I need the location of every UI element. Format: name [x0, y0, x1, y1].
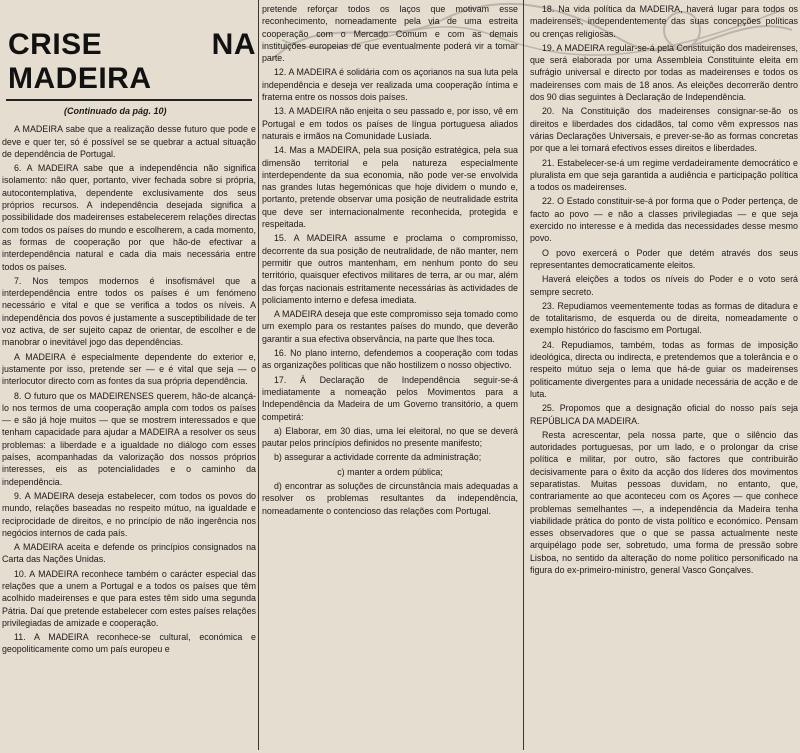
paragraph: c) manter a ordem pública;: [337, 466, 443, 477]
column-left: [2, 0, 256, 750]
continued-note: (Continuado da pág. 10): [64, 106, 167, 116]
headline: CRISE NA MADEIRA: [8, 28, 256, 95]
paragraph: O povo exercerá o Poder que detém através dos seus representantes democraticamente eleitos.: [530, 247, 798, 270]
paragraph: a) Elaborar, em 30 dias, uma lei eleitoral, no que se deverá pautar pelos princípios definidos no presente manifesto;: [262, 425, 518, 449]
column-divider: [523, 0, 524, 750]
paragraph: pretende reforçar todos os laços que motivam esse reconhecimento, nomeadamente pela via de uma estreita cooperação com o Mercado Comum e com as demais instituições europeias de que eventualmente poderá vir a tomar parte.: [262, 4, 518, 64]
paragraph: 20. Na Constituição dos madeirenses consignar-se-ão os direitos e liberdades dos cidadãos, tal como vêm expressos nas várias Declarações Universais, e prever-se-ão as formas concretas por que a lei tornará efectivos esses direitos e liberdades.: [530, 106, 798, 154]
paragraph: 19. A MADEIRA regular-se-á pela Constituição dos madeirenses, que será elaborada por uma Assembleia Constituinte eleita em sufrágio universal e directo por todas as madeirenses e todos os madeirenses com mais de 18 anos. As eleições decorrerão dentro dos 90 dias seguintes à Declaração de Independência.: [530, 42, 798, 103]
paragraph: 25. Propomos que a designação oficial do nosso país seja REPÚBLICA DA MADEIRA.: [530, 403, 798, 426]
paragraph: 8. O futuro que os MADEIRENSES querem, hão-de alcançá-lo nos termos de uma cooperação ampla com todos os países — e são já hoje muitos — que se mostrem interessados e que tenham capacidade para ajudar a MADEIRA a resolver os seus problemas: a liberdade e a igualdade no diálogo com esses países, acompanhadas da valorização dos nossos próprios interesses, eis as potencialidades e o caminho da independência.: [2, 390, 256, 487]
paragraph: 13. A MADEIRA não enjeita o seu passado e, por isso, vê em Portugal e em todos os países de língua portuguesa aliados naturais e irmãos na Comunidade Lusíada.: [262, 106, 518, 141]
paragraph: 23. Repudiamos veementemente todas as formas de ditadura e de totalitarismo, de esquerda ou de direita, nomeadamente o exemplo histórico do fascismo em Portugal.: [530, 300, 798, 336]
paragraph: 10. A MADEIRA reconhece também o carácter especial das relações que a unem a Portugal e a todos os países que têm acolhido madeirenses e que para estes têm sido uma segunda Pátria. Daí que pretende estabelecer com estes países relações privilegiadas de amizade e cooperação.: [2, 568, 256, 628]
paragraph: A MADEIRA deseja que este compromisso seja tomado como um exemplo para os restantes países do mundo, que deverão garantir a sua efectiva observância, na parte que lhes toca.: [262, 309, 518, 344]
column-right: [530, 3, 798, 753]
column-divider: [258, 0, 259, 750]
paragraph: Resta acrescentar, pela nossa parte, que o silêncio das autoridades portuguesas, por um lado, e o prolongar da crise política e militar, por outro, são factores que contribuirão decisivamente para o êxito da acção dos líderes dos movimentos separatistas. Muitas pessoas duvidam, no entanto, que, contrariamente ao que aconteceu com os Açores — que conhece problemas semelhantes —, a independência da Madeira tenha viabilidade prática do ponto de vista político e económico. Pensam esses observadores que o que se passa actualmente neste arquipélago pode ser, sobretudo, uma forma de pressão sobre Lisboa, no sentido da alteração do nome político personificado na figura do ex-primeiro-ministro, general Vasco Gonçalves.: [530, 429, 798, 576]
paragraph: 22. O Estado constituir-se-á por forma que o Poder pertença, de facto ao povo — e não a classes privilegiadas — e que seja exercido no interesse e à medida das necessidades desse mesmo povo.: [530, 196, 798, 244]
paragraph: A MADEIRA sabe que a realização desse futuro que pode e deve e quer ter, só é possível se se quebrar a actual situação de dependência de Portugal.: [2, 124, 256, 159]
paragraph: 16. No plano interno, defendemos a cooperação com todas as organizações políticas que não hostilizem o nosso objectivo.: [262, 348, 518, 371]
paragraph: 6. A MADEIRA sabe que a independência não significa isolamento: não quer, portanto, viver fechada sobre si própria, autocontemplativa, dependente exclusivamente dos seus próprios recursos. A independência desejada significa a possibilidade dos madeirenses estabelecerem relações directas com todos os países do mundo e escolherem, a cada momento, as formas de cooperação por que hão-de efectivar a interdependência natural e cada dia mais necessária entre todos os países.: [2, 163, 256, 272]
headline-rule: [6, 99, 252, 101]
paragraph: 18. Na vida política da MADEIRA, haverá lugar para todos os madeirenses, independentemente das suas concepções políticas ou crenças religiosas.: [530, 4, 798, 39]
paragraph: 9. A MADEIRA deseja estabelecer, com todos os povos do mundo, relações baseadas no respeito mútuo, na igualdade e reciprocidade de direitos, e no princípio de não ingerência nos negócios internos de cada país.: [2, 490, 256, 538]
paragraph: 21. Estabelecer-se-á um regime verdadeiramente democrático e pluralista em que seja garantida a audiência e participação política a todos os madeirenses.: [530, 157, 798, 193]
paragraph: b) assegurar a actividade corrente da administração;: [274, 452, 482, 463]
paragraph: d) encontrar as soluções de circunstância mais adequadas a resolver os problemas resultantes da independência, nomeadamente o contencioso das relações com Portugal.: [262, 480, 518, 516]
paragraph: 7. Nos tempos modernos é insofismável que a interdependência entre todos os países é um fenómeno necessário e vital e que se verifica a todos os níveis. A independência dos povos é justamente a susceptibilidade de ter voz activa, de ser sujeito capaz de orientar, de escolher e de manobrar o inevitável jogo das dependências.: [2, 275, 256, 348]
paragraph: 24. Repudiamos, também, todas as formas de imposição ideológica, directa ou indirecta, e pretendemos que a tolerância e o respeito mútuo seja o lema que há-de guiar os madeirenses politicamente divergentes para a unidade necessária de acção e de luta.: [530, 339, 798, 399]
paragraph: 14. Mas a MADEIRA, pela sua posição estratégica, pela sua dimensão territorial e pela natureza especialmente interdependente da sua economia, não pode ver-se envolvida nas grandes lutas hegemónicas que hoje dividem o mundo e, portanto, pretende observar uma posição de neutralidade estrita que deve ser internacionalmente reconhecida, protegida e respeitada.: [262, 145, 518, 230]
paragraph: A MADEIRA é especialmente dependente do exterior e, justamente por isso, pretende ser — e é vital que seja — o interlocutor directo com as fontes da sua própria dependência.: [2, 351, 256, 387]
paragraph: 15. A MADEIRA assume e proclama o compromisso, decorrente da sua posição de neutralidade, de não manter, nem permitir que outros mantenham, em nenhum ponto do seu território, quaisquer efectivos militares de terra, ar ou mar, além das forças nacionais estritamente necessárias às actividades de policiamento interno e defesa imediata.: [262, 233, 518, 305]
paragraph: 12. A MADEIRA é solidária com os açorianos na sua luta pela independência e deseja ver realizada uma cooperação íntima e fraterna entre os nossos dois países.: [262, 67, 518, 103]
paragraph: 11. A MADEIRA reconhece-se cultural, económica e geopoliticamente como um país europeu e: [2, 632, 256, 655]
paragraph: A MADEIRA aceita e defende os princípios consignados na Carta das Nações Unidas.: [2, 542, 256, 565]
paragraph: Haverá eleições a todos os níveis do Poder e o voto será sempre secreto.: [530, 274, 798, 297]
paragraph: 17. À Declaração de Independência seguir-se-á imediatamente a nomeação pelos Movimentos para a Independência da Madeira de um Governo transitório, a quem competirá:: [262, 374, 518, 422]
column-middle: [262, 3, 518, 753]
